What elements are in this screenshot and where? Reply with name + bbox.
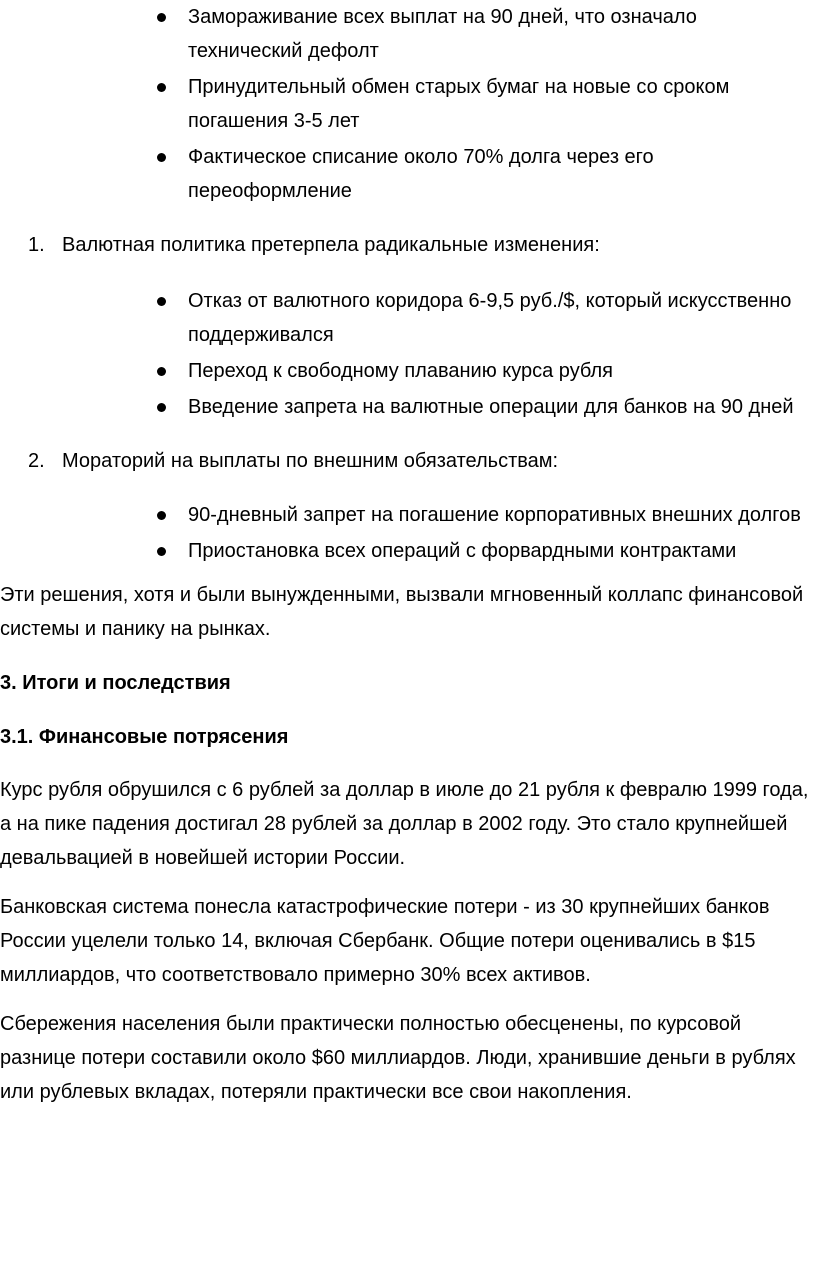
bullet-icon [157,511,166,520]
list-item [0,140,816,208]
list-item [0,284,816,352]
list-item-text: Замораживание всех выплат на 90 дней, что означало технический дефолт [188,6,697,62]
list-item-text: Фактическое списание около 70% долга через его переоформление [188,146,654,202]
list-item [0,390,816,424]
body-paragraph: Банковская система понесла катастрофические потери - из 30 крупнейших банков России уцелели только 14, включая Сбербанк. Общие потери оценивались в $15 миллиардов, что соответствовало примерно 30% всех активов. [0,896,770,986]
list-item-text: Отказ от валютного коридора 6-9,5 руб./$, который искусственно поддерживался [188,290,792,346]
list-item [0,0,816,68]
section-heading: 3. Итоги и последствия [0,672,231,694]
list-item [0,70,816,138]
conclusion-paragraph: Эти решения, хотя и были вынужденными, вызвали мгновенный коллапс финансовой системы и панику на рынках. [0,584,804,640]
body-paragraph: Курс рубля обрушился с 6 рублей за доллар в июле до 21 рубля к февралю 1999 года, а на пике падения достигал 28 рублей за доллар в 2002 году. Это стало крупнейшей девальвацией в новейшей истории России. [0,779,809,869]
numbered-item-1 [0,228,816,262]
numbered-item-text: Мораторий на выплаты по внешним обязательствам: [62,450,559,472]
bullet-list-top [0,0,816,208]
list-item-text: Приостановка всех операций с форвардными контрактами [188,540,737,562]
bullet-icon [157,403,166,412]
list-item-text: Введение запрета на валютные операции для банков на 90 дней [188,396,794,418]
body-paragraph: Сбережения населения были практически полностью обесценены, по курсовой разнице потери составили около $60 миллиардов. Люди, хранившие деньги в рублях или рублевых вкладах, потеряли практически все свои накопления. [0,1013,796,1103]
bullet-icon [157,153,166,162]
list-number: 2. [28,450,45,472]
bullet-icon [157,13,166,22]
bullet-list-moratorium [0,498,816,568]
list-item [0,354,816,388]
list-item [0,534,816,568]
bullet-icon [157,83,166,92]
numbered-item-text: Валютная политика претерпела радикальные изменения: [62,234,600,256]
bullet-icon [157,547,166,556]
list-item-text: 90-дневный запрет на погашение корпоративных внешних долгов [188,504,801,526]
bullet-icon [157,297,166,306]
bullet-list-currency [0,284,816,424]
subsection-heading: 3.1. Финансовые потрясения [0,726,289,748]
list-item-text: Переход к свободному плаванию курса рубля [188,360,613,382]
list-number: 1. [28,234,45,256]
list-item-text: Принудительный обмен старых бумаг на новые со сроком погашения 3-5 лет [188,76,730,132]
list-item [0,498,816,532]
bullet-icon [157,367,166,376]
numbered-item-2 [0,444,816,478]
